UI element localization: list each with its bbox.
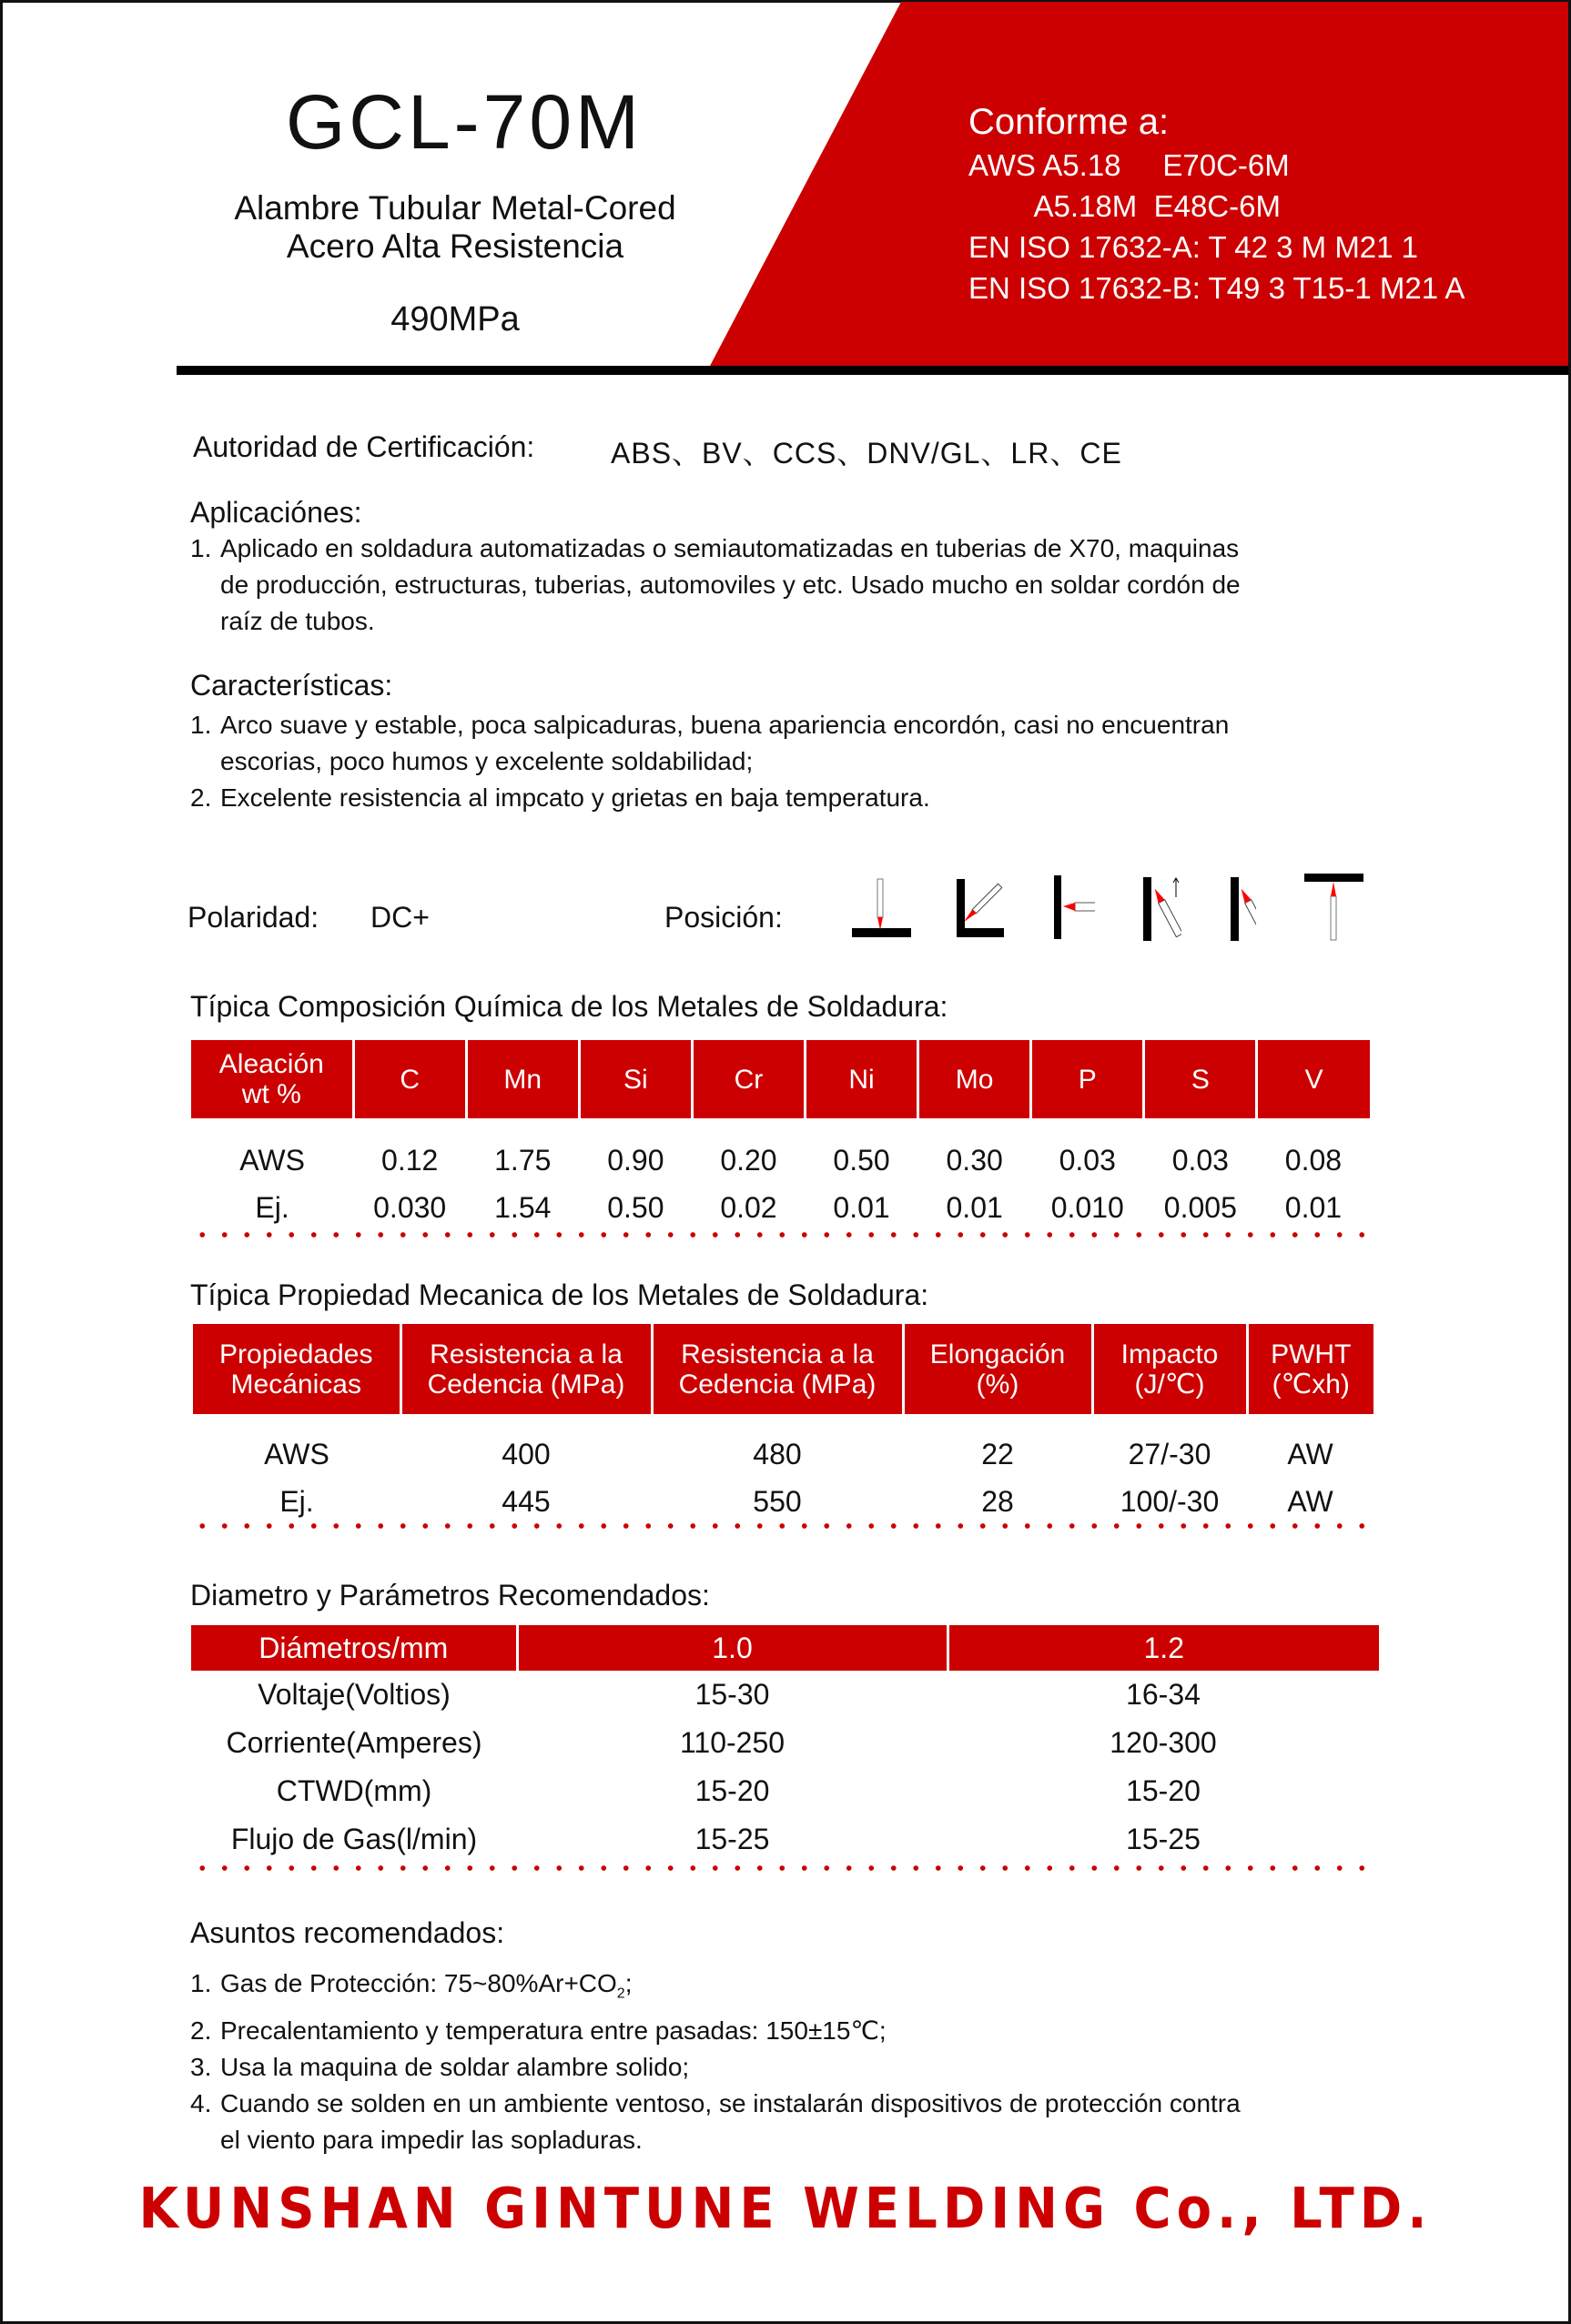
horizontal-fillet-position-icon (931, 874, 1013, 942)
characteristics-list (190, 707, 1410, 816)
recommendations-heading: Asuntos recomendados: (190, 1916, 505, 1949)
polarity-value: DC+ (370, 901, 430, 934)
table-header-row (191, 1040, 1370, 1118)
mechanical-heading: Típica Propiedad Mecanica de los Metales de Soldadura: (190, 1278, 929, 1311)
column-header: S (1144, 1040, 1257, 1118)
column-header: P (1031, 1040, 1144, 1118)
column-header: Diámetros/mm (191, 1625, 517, 1671)
parameters-table (191, 1625, 1379, 1864)
column-header: Ni (806, 1040, 918, 1118)
column-header: Propiedades Mecánicas (193, 1324, 400, 1414)
column-header: Elongación (%) (903, 1324, 1092, 1414)
applications-heading: Aplicaciónes: (190, 496, 362, 529)
polarity-label: Polaridad: (188, 901, 319, 934)
company-name: KUNSHAN GINTUNE WELDING Co., LTD. (138, 2176, 1433, 2242)
certification-value: ABS、BV、CCS、DNV/GL、LR、CE (611, 437, 1122, 470)
conformity-line: EN ISO 17632-A: T 42 3 M M21 1 (968, 230, 1419, 264)
column-header: 1.2 (948, 1625, 1379, 1671)
conformity-line: EN ISO 17632-B: T49 3 T15-1 M21 A (968, 271, 1465, 305)
conformity-line: A5.18M E48C-6M (968, 189, 1281, 223)
recommendations-list (190, 1965, 1410, 2158)
column-header: Si (579, 1040, 692, 1118)
dotted-separator (191, 1865, 1374, 1871)
flat-position-icon (846, 874, 928, 942)
column-header: C (353, 1040, 466, 1118)
table-row: Ej. 445 550 28 100/-30 AW (279, 1484, 1333, 1518)
mechanical-properties-table (193, 1324, 1373, 1525)
subtitle-line-2: Acero Alta Resistencia (286, 227, 624, 265)
product-code: GCL-70M (285, 79, 644, 165)
column-header: Resistencia a la Cedencia (MPa) (400, 1324, 652, 1414)
vertical-down-position-icon (1174, 874, 1256, 942)
column-header: V (1257, 1040, 1370, 1118)
subtitle-line-1: Alambre Tubular Metal-Cored (234, 189, 676, 227)
table-row: Ej. 0.030 1.54 0.50 0.02 0.01 0.01 0.010 0.005 0.01 (255, 1190, 1343, 1224)
table-row: Corriente(Amperes) 110-250 120-300 (226, 1726, 1217, 1759)
column-header: Cr (692, 1040, 805, 1118)
characteristics-heading: Características: (190, 669, 393, 702)
horizontal-position-icon (1013, 874, 1095, 942)
table-header-row (191, 1625, 1379, 1671)
list-item: 4. Cuando se solden en un ambiente ventoso, se instalarán dispositivos de protección contra el viento para impedir las sopladuras. (190, 2088, 1241, 2154)
column-header: Impacto (J/℃) (1092, 1324, 1247, 1414)
table-row: AWS 0.12 1.75 0.90 0.20 0.50 0.30 0.03 0.03 0.08 (239, 1143, 1343, 1177)
list-item: 1. Arco suave y estable, poca salpicaduras, buena apariencia encordón, casi no encuentran escorias, poco humos y excelente soldabilidad; (190, 711, 1230, 775)
list-item: 2. Precalentamiento y temperatura entre pasadas: 150±15℃; (190, 2016, 887, 2045)
dotted-separator (191, 1523, 1374, 1529)
table-header-row (193, 1324, 1373, 1414)
column-header: Aleación wt % (191, 1040, 353, 1118)
table-row: AWS 400 480 22 27/-30 AW (264, 1437, 1333, 1470)
list-item: 3. Usa la maquina de soldar alambre solido; (190, 2052, 690, 2081)
dotted-separator (191, 1232, 1374, 1238)
vertical-up-position-icon (1100, 874, 1181, 942)
column-header: Resistencia a la Cedencia (MPa) (652, 1324, 903, 1414)
column-header: Mn (466, 1040, 579, 1118)
certification-label: Autoridad de Certificación: (193, 430, 535, 463)
tensile-strength: 490MPa (390, 300, 520, 338)
chemical-heading: Típica Composición Química de los Metales de Soldadura: (190, 990, 948, 1023)
product-subtitle (0, 189, 910, 266)
list-item: 2. Excelente resistencia al impcato y grietas en baja temperatura. (190, 783, 930, 812)
table-row: Flujo de Gas(l/min) 15-25 15-25 (230, 1823, 1201, 1855)
column-header: PWHT (℃xh) (1247, 1324, 1373, 1414)
table-row: Voltaje(Voltios) 15-30 16-34 (258, 1678, 1201, 1711)
column-header: 1.0 (517, 1625, 948, 1671)
chemical-composition-table (191, 1040, 1370, 1231)
conformity-line: AWS A5.18 E70C-6M (968, 148, 1290, 182)
column-header: Mo (918, 1040, 1031, 1118)
position-label: Posición: (664, 901, 783, 934)
conformity-title: Conforme a: (968, 102, 1170, 142)
parameters-heading: Diametro y Parámetros Recomendados: (190, 1579, 710, 1612)
list-item: 1. Aplicado en soldadura automatizadas o semiautomatizadas en tuberias de X70, maquinas de producción, estructuras, tuberias, automoviles y etc. Usado mucho en soldar cordón de raíz de tubos. (190, 534, 1241, 635)
list-item: 1. Gas de Protección: $75\sim 80\%Ar+CO_2$; (190, 1969, 633, 2002)
table-row: CTWD(mm) 15-20 15-20 (276, 1774, 1201, 1807)
header-divider-bar (177, 366, 1568, 375)
applications-list (190, 530, 1410, 640)
overhead-position-icon (1297, 874, 1379, 942)
